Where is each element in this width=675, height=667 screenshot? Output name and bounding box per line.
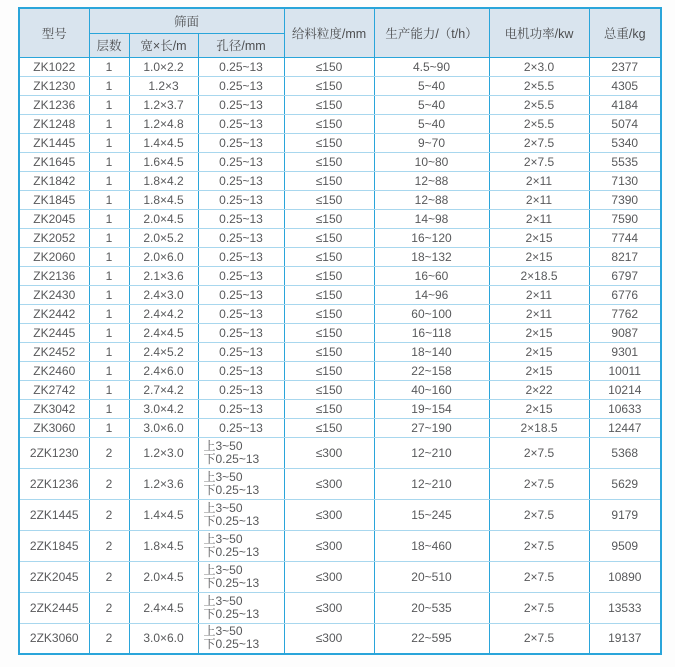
cell-layers: 1 — [89, 304, 129, 323]
cell-width-length: 2.1×3.6 — [129, 266, 198, 285]
cell-capacity: 16~60 — [374, 266, 489, 285]
cell-model: ZK1236 — [19, 95, 89, 114]
cell-capacity: 18~132 — [374, 247, 489, 266]
cell-motor-power: 2×7.5 — [489, 592, 589, 623]
col-header-width-length: 宽×长/m — [129, 33, 198, 57]
cell-model: ZK2445 — [19, 323, 89, 342]
cell-motor-power: 2×7.5 — [489, 152, 589, 171]
cell-width-length: 1.2×3.6 — [129, 468, 198, 499]
cell-layers: 1 — [89, 247, 129, 266]
cell-motor-power: 2×7.5 — [489, 468, 589, 499]
aperture-line: 下0.25~13 — [203, 451, 260, 466]
cell-total-weight: 10011 — [589, 361, 661, 380]
table-row — [19, 190, 661, 209]
cell-width-length: 1.6×4.5 — [129, 152, 198, 171]
aperture-line: 下0.25~13 — [203, 544, 260, 559]
cell-total-weight: 7744 — [589, 228, 661, 247]
table-row — [19, 304, 661, 323]
cell-capacity: 14~98 — [374, 209, 489, 228]
table-row — [19, 76, 661, 95]
cell-total-weight: 8217 — [589, 247, 661, 266]
cell-aperture: 0.25~13 — [198, 171, 284, 190]
cell-motor-power: 2×5.5 — [489, 76, 589, 95]
table-row — [19, 95, 661, 114]
table-row — [19, 399, 661, 418]
cell-total-weight: 5629 — [589, 468, 661, 499]
cell-capacity: 16~118 — [374, 323, 489, 342]
table-row — [19, 561, 661, 592]
cell-motor-power: 2×15 — [489, 323, 589, 342]
cell-capacity: 12~210 — [374, 437, 489, 468]
cell-width-length: 1.0×2.2 — [129, 57, 198, 76]
cell-width-length: 1.2×3.7 — [129, 95, 198, 114]
cell-layers: 1 — [89, 342, 129, 361]
aperture-line: 下0.25~13 — [203, 575, 260, 590]
cell-capacity: 12~88 — [374, 190, 489, 209]
cell-motor-power: 2×5.5 — [489, 114, 589, 133]
cell-width-length: 1.4×4.5 — [129, 499, 198, 530]
cell-motor-power: 2×18.5 — [489, 266, 589, 285]
cell-aperture — [198, 499, 284, 530]
cell-aperture: 0.25~13 — [198, 342, 284, 361]
cell-model: ZK1445 — [19, 133, 89, 152]
cell-capacity: 5~40 — [374, 95, 489, 114]
cell-motor-power: 2×11 — [489, 171, 589, 190]
col-header-aperture: 孔径/mm — [198, 33, 284, 57]
cell-motor-power: 2×15 — [489, 361, 589, 380]
aperture-line: 上3~50 — [203, 531, 243, 546]
cell-total-weight: 7130 — [589, 171, 661, 190]
cell-aperture — [198, 561, 284, 592]
cell-model: ZK2460 — [19, 361, 89, 380]
cell-layers: 2 — [89, 592, 129, 623]
cell-aperture: 0.25~13 — [198, 190, 284, 209]
cell-width-length: 2.4×4.5 — [129, 323, 198, 342]
cell-width-length: 2.7×4.2 — [129, 380, 198, 399]
cell-motor-power: 2×7.5 — [489, 530, 589, 561]
cell-width-length: 1.2×3.0 — [129, 437, 198, 468]
cell-model: ZK2060 — [19, 247, 89, 266]
cell-layers: 1 — [89, 133, 129, 152]
cell-model: ZK2430 — [19, 285, 89, 304]
cell-width-length: 2.0×4.5 — [129, 209, 198, 228]
cell-total-weight: 6776 — [589, 285, 661, 304]
cell-total-weight: 6797 — [589, 266, 661, 285]
table-row — [19, 418, 661, 437]
cell-total-weight: 9509 — [589, 530, 661, 561]
table-header — [19, 8, 661, 57]
cell-layers: 1 — [89, 323, 129, 342]
cell-total-weight: 4305 — [589, 76, 661, 95]
table-row — [19, 380, 661, 399]
table-row — [19, 247, 661, 266]
cell-model: ZK2742 — [19, 380, 89, 399]
aperture-line: 上3~50 — [203, 438, 243, 453]
table-row — [19, 342, 661, 361]
cell-model: ZK1645 — [19, 152, 89, 171]
cell-model: 2ZK2445 — [19, 592, 89, 623]
cell-total-weight: 9087 — [589, 323, 661, 342]
table-row — [19, 57, 661, 76]
cell-width-length: 2.4×3.0 — [129, 285, 198, 304]
col-header-feed-size: 给料粒度/mm — [284, 8, 374, 57]
cell-aperture: 0.25~13 — [198, 95, 284, 114]
cell-aperture: 0.25~13 — [198, 76, 284, 95]
cell-capacity: 18~140 — [374, 342, 489, 361]
cell-model: 2ZK1230 — [19, 437, 89, 468]
aperture-line: 上3~50 — [203, 500, 243, 515]
cell-feed-size: ≤150 — [284, 304, 374, 323]
cell-layers: 2 — [89, 468, 129, 499]
cell-capacity: 60~100 — [374, 304, 489, 323]
cell-capacity: 19~154 — [374, 399, 489, 418]
table-row — [19, 437, 661, 468]
table-row — [19, 468, 661, 499]
aperture-line: 下0.25~13 — [203, 482, 260, 497]
cell-total-weight: 13533 — [589, 592, 661, 623]
cell-aperture: 0.25~13 — [198, 285, 284, 304]
cell-aperture: 0.25~13 — [198, 228, 284, 247]
cell-width-length: 2.4×4.2 — [129, 304, 198, 323]
cell-aperture: 0.25~13 — [198, 133, 284, 152]
cell-feed-size: ≤300 — [284, 561, 374, 592]
cell-width-length: 3.0×6.0 — [129, 623, 198, 654]
cell-width-length: 2.4×5.2 — [129, 342, 198, 361]
cell-total-weight: 7390 — [589, 190, 661, 209]
cell-motor-power: 2×7.5 — [489, 561, 589, 592]
cell-total-weight: 7590 — [589, 209, 661, 228]
cell-capacity: 5~40 — [374, 76, 489, 95]
spec-table — [18, 7, 662, 655]
cell-model: 2ZK2045 — [19, 561, 89, 592]
cell-total-weight: 5074 — [589, 114, 661, 133]
cell-motor-power: 2×15 — [489, 399, 589, 418]
cell-feed-size: ≤300 — [284, 530, 374, 561]
cell-capacity: 12~210 — [374, 468, 489, 499]
cell-aperture: 0.25~13 — [198, 57, 284, 76]
cell-capacity: 18~460 — [374, 530, 489, 561]
cell-feed-size: ≤150 — [284, 57, 374, 76]
cell-layers: 1 — [89, 171, 129, 190]
cell-total-weight: 5340 — [589, 133, 661, 152]
table-row — [19, 228, 661, 247]
table-row — [19, 623, 661, 654]
cell-layers: 1 — [89, 285, 129, 304]
cell-model: ZK1230 — [19, 76, 89, 95]
cell-motor-power: 2×15 — [489, 342, 589, 361]
aperture-line: 下0.25~13 — [203, 513, 260, 528]
cell-layers: 1 — [89, 76, 129, 95]
cell-total-weight: 10633 — [589, 399, 661, 418]
cell-feed-size: ≤150 — [284, 95, 374, 114]
cell-width-length: 1.2×3 — [129, 76, 198, 95]
cell-model: ZK2452 — [19, 342, 89, 361]
cell-feed-size: ≤150 — [284, 418, 374, 437]
cell-feed-size: ≤150 — [284, 285, 374, 304]
table-row — [19, 592, 661, 623]
cell-total-weight: 9179 — [589, 499, 661, 530]
cell-width-length: 1.8×4.5 — [129, 530, 198, 561]
cell-total-weight: 4184 — [589, 95, 661, 114]
cell-capacity: 27~190 — [374, 418, 489, 437]
cell-width-length: 3.0×6.0 — [129, 418, 198, 437]
aperture-line: 上3~50 — [203, 593, 243, 608]
aperture-line: 上3~50 — [203, 562, 243, 577]
table-row — [19, 152, 661, 171]
cell-aperture — [198, 592, 284, 623]
cell-aperture: 0.25~13 — [198, 304, 284, 323]
cell-capacity: 9~70 — [374, 133, 489, 152]
cell-width-length: 2.0×4.5 — [129, 561, 198, 592]
cell-layers: 2 — [89, 499, 129, 530]
cell-capacity: 20~510 — [374, 561, 489, 592]
cell-total-weight: 2377 — [589, 57, 661, 76]
cell-layers: 1 — [89, 266, 129, 285]
cell-capacity: 16~120 — [374, 228, 489, 247]
cell-aperture — [198, 530, 284, 561]
cell-total-weight: 19137 — [589, 623, 661, 654]
cell-width-length: 2.0×6.0 — [129, 247, 198, 266]
cell-motor-power: 2×5.5 — [489, 95, 589, 114]
cell-layers: 1 — [89, 95, 129, 114]
cell-capacity: 12~88 — [374, 171, 489, 190]
cell-capacity: 15~245 — [374, 499, 489, 530]
cell-motor-power: 2×7.5 — [489, 437, 589, 468]
col-header-total-weight: 总重/kg — [589, 8, 661, 57]
cell-aperture: 0.25~13 — [198, 418, 284, 437]
cell-model: 2ZK1445 — [19, 499, 89, 530]
col-header-capacity: 生产能力/（t/h） — [374, 8, 489, 57]
cell-total-weight: 5368 — [589, 437, 661, 468]
cell-capacity: 22~158 — [374, 361, 489, 380]
cell-model: ZK2045 — [19, 209, 89, 228]
cell-aperture: 0.25~13 — [198, 114, 284, 133]
cell-model: 2ZK3060 — [19, 623, 89, 654]
cell-model: ZK2136 — [19, 266, 89, 285]
cell-model: ZK3060 — [19, 418, 89, 437]
cell-motor-power: 2×7.5 — [489, 133, 589, 152]
cell-layers: 2 — [89, 530, 129, 561]
col-group-header-screen-surface: 筛面 — [89, 8, 284, 33]
cell-layers: 1 — [89, 399, 129, 418]
aperture-line: 下0.25~13 — [203, 637, 260, 652]
cell-feed-size: ≤150 — [284, 228, 374, 247]
cell-aperture: 0.25~13 — [198, 209, 284, 228]
aperture-line: 下0.25~13 — [203, 606, 260, 621]
cell-layers: 2 — [89, 561, 129, 592]
table-row — [19, 530, 661, 561]
cell-feed-size: ≤300 — [284, 623, 374, 654]
cell-width-length: 2.0×5.2 — [129, 228, 198, 247]
cell-aperture: 0.25~13 — [198, 247, 284, 266]
cell-layers: 1 — [89, 361, 129, 380]
cell-aperture: 0.25~13 — [198, 399, 284, 418]
cell-capacity: 4.5~90 — [374, 57, 489, 76]
cell-model: ZK1845 — [19, 190, 89, 209]
cell-feed-size: ≤150 — [284, 152, 374, 171]
cell-feed-size: ≤150 — [284, 342, 374, 361]
cell-motor-power: 2×18.5 — [489, 418, 589, 437]
cell-aperture — [198, 468, 284, 499]
cell-layers: 2 — [89, 623, 129, 654]
cell-feed-size: ≤150 — [284, 380, 374, 399]
cell-width-length: 1.4×4.5 — [129, 133, 198, 152]
cell-capacity: 40~160 — [374, 380, 489, 399]
cell-width-length: 2.4×6.0 — [129, 361, 198, 380]
cell-motor-power: 2×11 — [489, 190, 589, 209]
cell-layers: 1 — [89, 190, 129, 209]
cell-total-weight: 12447 — [589, 418, 661, 437]
cell-capacity: 5~40 — [374, 114, 489, 133]
cell-aperture: 0.25~13 — [198, 266, 284, 285]
cell-model: ZK1022 — [19, 57, 89, 76]
table-row — [19, 499, 661, 530]
cell-width-length: 1.8×4.2 — [129, 171, 198, 190]
cell-aperture — [198, 437, 284, 468]
table-row — [19, 266, 661, 285]
cell-motor-power: 2×11 — [489, 304, 589, 323]
cell-layers: 1 — [89, 418, 129, 437]
cell-total-weight: 10214 — [589, 380, 661, 399]
cell-aperture: 0.25~13 — [198, 380, 284, 399]
cell-capacity: 20~535 — [374, 592, 489, 623]
table-row — [19, 171, 661, 190]
cell-width-length: 3.0×4.2 — [129, 399, 198, 418]
col-header-motor-power: 电机功率/kw — [489, 8, 589, 57]
cell-feed-size: ≤150 — [284, 76, 374, 95]
cell-motor-power: 2×15 — [489, 228, 589, 247]
table-row — [19, 209, 661, 228]
cell-capacity: 14~96 — [374, 285, 489, 304]
cell-feed-size: ≤300 — [284, 592, 374, 623]
cell-feed-size: ≤150 — [284, 247, 374, 266]
cell-width-length: 1.2×4.8 — [129, 114, 198, 133]
cell-capacity: 22~595 — [374, 623, 489, 654]
table-row — [19, 361, 661, 380]
cell-feed-size: ≤150 — [284, 399, 374, 418]
col-header-model: 型号 — [19, 8, 89, 57]
aperture-line: 上3~50 — [203, 624, 243, 639]
cell-motor-power: 2×7.5 — [489, 623, 589, 654]
table-row — [19, 323, 661, 342]
cell-width-length: 1.8×4.5 — [129, 190, 198, 209]
cell-total-weight: 9301 — [589, 342, 661, 361]
table-row — [19, 285, 661, 304]
cell-motor-power: 2×22 — [489, 380, 589, 399]
cell-motor-power: 2×7.5 — [489, 499, 589, 530]
cell-motor-power: 2×11 — [489, 209, 589, 228]
cell-model: ZK1248 — [19, 114, 89, 133]
cell-model: ZK1842 — [19, 171, 89, 190]
cell-aperture — [198, 623, 284, 654]
cell-feed-size: ≤150 — [284, 361, 374, 380]
cell-layers: 1 — [89, 228, 129, 247]
cell-feed-size: ≤150 — [284, 171, 374, 190]
cell-motor-power: 2×3.0 — [489, 57, 589, 76]
table-row — [19, 133, 661, 152]
cell-model: ZK3042 — [19, 399, 89, 418]
cell-aperture: 0.25~13 — [198, 152, 284, 171]
cell-layers: 1 — [89, 57, 129, 76]
col-header-layers: 层数 — [89, 33, 129, 57]
cell-total-weight: 5535 — [589, 152, 661, 171]
cell-width-length: 2.4×4.5 — [129, 592, 198, 623]
cell-capacity: 10~80 — [374, 152, 489, 171]
cell-model: 2ZK1845 — [19, 530, 89, 561]
cell-aperture: 0.25~13 — [198, 361, 284, 380]
cell-aperture: 0.25~13 — [198, 323, 284, 342]
cell-layers: 1 — [89, 209, 129, 228]
cell-feed-size: ≤150 — [284, 323, 374, 342]
cell-layers: 1 — [89, 152, 129, 171]
cell-model: ZK2442 — [19, 304, 89, 323]
table-body — [19, 57, 661, 654]
cell-layers: 1 — [89, 114, 129, 133]
cell-motor-power: 2×15 — [489, 247, 589, 266]
cell-model: ZK2052 — [19, 228, 89, 247]
cell-total-weight: 10890 — [589, 561, 661, 592]
cell-feed-size: ≤150 — [284, 133, 374, 152]
cell-model: 2ZK1236 — [19, 468, 89, 499]
aperture-line: 上3~50 — [203, 469, 243, 484]
cell-layers: 2 — [89, 437, 129, 468]
cell-feed-size: ≤150 — [284, 190, 374, 209]
cell-feed-size: ≤300 — [284, 437, 374, 468]
cell-feed-size: ≤150 — [284, 114, 374, 133]
table-row — [19, 114, 661, 133]
cell-feed-size: ≤300 — [284, 468, 374, 499]
cell-feed-size: ≤300 — [284, 499, 374, 530]
cell-motor-power: 2×11 — [489, 285, 589, 304]
cell-layers: 1 — [89, 380, 129, 399]
cell-total-weight: 7762 — [589, 304, 661, 323]
cell-feed-size: ≤150 — [284, 209, 374, 228]
cell-feed-size: ≤150 — [284, 266, 374, 285]
